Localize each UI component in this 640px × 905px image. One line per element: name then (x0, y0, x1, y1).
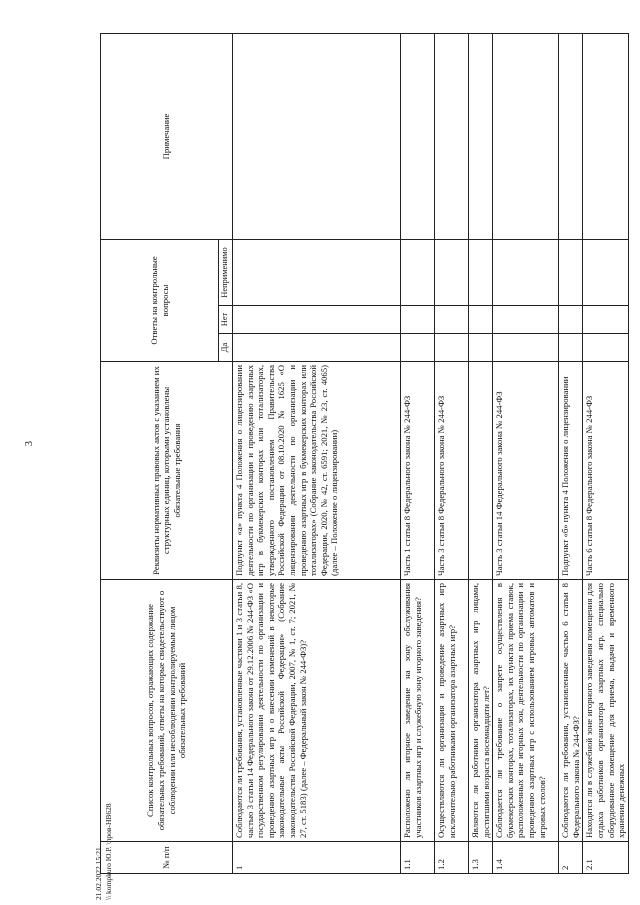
answer-na-cell[interactable] (493, 239, 559, 305)
row-num: 1.3 (469, 842, 493, 874)
header-answers: Ответы на контрольные вопросы (101, 239, 219, 361)
header-acts: Реквизиты нормативных правовых актов с указанием их структурных единиц, которыми установлены обязательные требования (101, 362, 233, 580)
row-act (469, 362, 493, 580)
answer-yes-cell[interactable] (435, 334, 469, 362)
answer-no-cell[interactable] (401, 306, 435, 334)
answer-no-cell[interactable] (559, 306, 583, 334)
answer-no-cell[interactable] (493, 306, 559, 334)
header-num: № п/п (101, 842, 233, 874)
table-row (583, 33, 628, 873)
row-act: Часть 3 статьи 14 Федерального закона № 244-ФЗ (493, 362, 559, 580)
answer-na-cell[interactable] (401, 239, 435, 305)
row-num: 2 (559, 842, 583, 874)
answer-na-cell[interactable] (559, 239, 583, 305)
note-cell[interactable] (559, 33, 583, 239)
table-row (559, 33, 583, 873)
header-na: Неприменимо (219, 239, 233, 305)
answer-na-cell[interactable] (469, 239, 493, 305)
row-question: Соблюдаются ли требования, установленные частями 1 и 3 статьи 8, частью 3 статьи 14 Федерального закона от 29.12.2006 № 244-ФЗ «О государственном регулировании деятельности по организации и проведению азартных игр и о внесении изменений в некоторые законодательные акты Российской Федерации» (Собрание законодательства Российской Федерации, 2007, № 1, ст. 7; 2021, № 27, ст. 5183) (далее – Федеральный закон № 244-ФЗ)? (233, 580, 401, 842)
table-row (469, 33, 493, 873)
note-cell[interactable] (583, 33, 628, 239)
row-num: 1.2 (435, 842, 469, 874)
header-note: Примечание (101, 33, 233, 239)
row-act: Часть 3 статьи 8 Федерального закона № 244-ФЗ (435, 362, 469, 580)
row-num: 1.4 (493, 842, 559, 874)
note-cell[interactable] (469, 33, 493, 239)
answer-yes-cell[interactable] (233, 334, 401, 362)
checklist-table (100, 33, 629, 874)
answer-yes-cell[interactable] (583, 334, 628, 362)
table-row (435, 33, 469, 873)
row-act: Подпункт «а» пункта 4 Положения о лицензировании деятельности по организации и проведению азартных игр в букмекерских конторах или тотализаторах, утвержденного постановлением Правительства Российской Федерации от 08.10.2020 № 1625 «О лицензировании деятельности по организации и проведению азартных игр в букмекерских конторах или тотализаторах» (Собрание законодательства Российской Федерации, 2020, № 42, ст. 6591; 2021, № 23, ст. 4065) (далее – Положение о лицензировании) (233, 362, 401, 580)
footer-date: 21.02.2022 15:21 (94, 847, 103, 900)
header-questions: Список контрольных вопросов, отражающих содержание обязательных требований, ответы на которые свидетельствуют о соблюдении или несоблюдении контролируемым лицом обязательных требований (101, 580, 233, 842)
answer-no-cell[interactable] (435, 306, 469, 334)
answer-yes-cell[interactable] (401, 334, 435, 362)
answer-no-cell[interactable] (233, 306, 401, 334)
note-cell[interactable] (233, 33, 401, 239)
row-question: Соблюдаются ли требования, установленные частью 6 статьи 8 Федерального закона № 244-ФЗ? (559, 580, 583, 842)
row-num: 2.1 (583, 842, 628, 874)
row-act: Часть 6 статьи 8 Федерального закона № 244-ФЗ (583, 362, 628, 580)
row-num: 1.1 (401, 842, 435, 874)
page-number: 3 (24, 441, 35, 446)
row-num: 1 (233, 842, 401, 874)
answer-na-cell[interactable] (435, 239, 469, 305)
note-cell[interactable] (493, 33, 559, 239)
table-row (401, 33, 435, 873)
table-row (493, 33, 559, 873)
answer-na-cell[interactable] (583, 239, 628, 305)
row-act: Часть 1 статьи 8 Федерального закона № 244-ФЗ (401, 362, 435, 580)
answer-yes-cell[interactable] (469, 334, 493, 362)
answer-no-cell[interactable] (469, 306, 493, 334)
header-no: Нет (219, 306, 233, 334)
row-question: Являются ли работники организатора азартных игр лицами, достигшими возраста восемнадцати лет? (469, 580, 493, 842)
row-question: Осуществляются ли организация и проведение азартных игр исключительно работниками организатора азартных игр? (435, 580, 469, 842)
note-cell[interactable] (435, 33, 469, 239)
answer-yes-cell[interactable] (559, 334, 583, 362)
answer-yes-cell[interactable] (493, 334, 559, 362)
note-cell[interactable] (401, 33, 435, 239)
row-question: Находятся ли в служебной зоне игорного заведения помещения для отдыха работников организатора азартных игр, специально оборудованное помещение для приема, выдачи и временного хранения денежных (583, 580, 628, 842)
footer-file: \\ kompkuro Ю.Р. \пров-НВ628 (104, 803, 113, 900)
answer-na-cell[interactable] (233, 239, 401, 305)
table-row (233, 33, 401, 873)
row-question: Соблюдается ли требование о запрете осуществления в букмекерских конторах, тотализаторах, их пунктах приема ставок, расположенных вне игорных зон, деятельности по организации и проведению азартных игр с использованием игровых автоматов и игровых столов? (493, 580, 559, 842)
row-act: Подпункт «б» пункта 4 Положения о лицензировании (559, 362, 583, 580)
answer-no-cell[interactable] (583, 306, 628, 334)
header-yes: Да (219, 334, 233, 362)
checklist-table-container (100, 34, 627, 874)
row-question: Расположено ли игорное заведение на зону обслуживания участников азартных игр и служебную зону игорного заведения? (401, 580, 435, 842)
